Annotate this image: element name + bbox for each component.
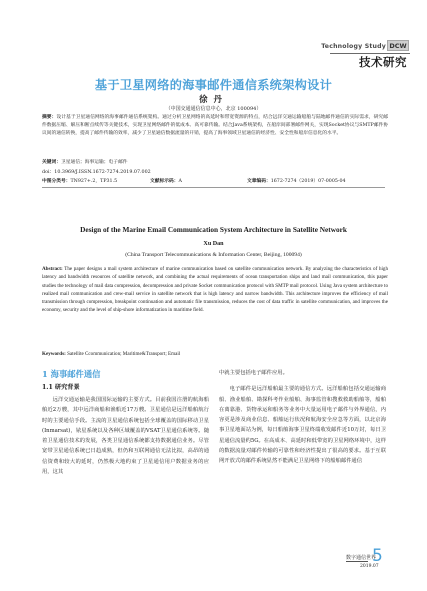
zh-paper-title: 基于卫星网络的海事邮件通信系统架构设计 <box>94 78 333 92</box>
class-number-value: TN927+.2，TP31.5 <box>70 179 118 184</box>
zh-abstract <box>42 114 388 138</box>
document-code-label: 文献标示码： <box>150 179 179 184</box>
en-keywords-label: Keywords: <box>42 351 66 357</box>
en-abstract-text: The paper designs a mail system architecture of marine communication based on satellite communication network. By analyzing the characteristics of high latency and bandwidth resources of satellite network, and combining the actual requirements of ocean transportation ships and land mail communication, this paper studies the technology of mail data compression, decompression and private Socket communication protocol with SMTP mail protocol. Using Java system architecture to realized mail communication and crew-mail service in satellite network that is high latency and narrow bandwidth. This architecture improves the efficiency of mail transmission through compression, breakpoint continuation and automatic file transmission, reduces the cost of data traffic in satellite communication, and improves the economy, security and the level of ship-shore informatization in maritime field. <box>42 266 389 314</box>
body-column-left <box>42 395 209 477</box>
body-paragraph: 远洋交通运输是我国国际运输的主要方式。目前我国注册的航海船舶近2万艘，其中远洋商船和渔船近17万艘。卫星通信是远洋船舶航行时的主要通信手段。主流的卫星通信系统包括全球覆盖的国际移动卫星(Inmarsat)，铱星系统以及各种区域覆盖的VSAT卫星通信系统等。随着卫星通信技术的发展，各类卫星通信系统都支持数据通信业务。尽管宽带卫星通信系统已日趋成熟，但仍和互联网通信无法比拟，高昂的通信资费和较大的延时，仍然极大地约束了卫星通信用户数据业务的应用，这其 <box>42 397 209 476</box>
subsection-heading: 1.1 研究背景 <box>42 384 80 391</box>
section-heading: 1 海事邮件通信 <box>42 369 101 379</box>
en-paper-title: Design of the Marine Email Communication System Architecture in Satellite Network <box>80 225 347 234</box>
footer-rule <box>346 561 368 562</box>
en-abstract <box>42 265 388 315</box>
class-number-label: 中图分类号： <box>42 179 71 184</box>
footer-date: 2019.07 <box>360 564 379 569</box>
en-abstract-label: Abstract: <box>42 266 63 272</box>
en-keywords-text: Satellite Ccommunication; Maritime&Transport; Email <box>67 351 181 357</box>
article-id-value: 1672-7274（2019）07-0005-04 <box>270 179 346 184</box>
zh-keywords <box>42 159 388 165</box>
journal-logo: DCW <box>387 40 409 51</box>
footer-journal-name: 数字通信世界 <box>346 555 377 561</box>
document-code-value: A <box>178 179 182 184</box>
zh-keywords-label: 关键词： <box>42 160 62 165</box>
zh-author: 徐丹 <box>199 94 228 104</box>
body-column-right <box>219 368 386 467</box>
article-id <box>247 178 346 184</box>
running-title: Technology Study <box>321 43 386 50</box>
zh-affiliation: （中国交通通信信息中心，北京 100094） <box>165 106 262 112</box>
en-author: Xu Dan <box>203 241 224 247</box>
page-number: 5 <box>372 546 383 566</box>
zh-abstract-label: 摘要： <box>42 115 57 120</box>
document-code <box>150 178 182 184</box>
article-id-label: 文章编码： <box>247 179 271 184</box>
body-paragraph-continued: 中就主要包括电子邮件应用。 <box>219 370 288 376</box>
class-number <box>42 178 117 184</box>
zh-abstract-text: 设计基于卫星通信网络的海事邮件通信系统架构。通过分析卫星网络的高延时和带宽资源的特点，结合远洋交通运输船舶与陆地邮件通信的实际需求，研究邮件数据压缩、解压和断点续传等关键技术，实现卫星网络邮件的低成本、高可靠传输。结合Java系统架构，在船岸间部署邮件网关，实现Socket协议与SMTP邮件协议间的通信转换，提高了邮件传输的效率，减少了卫星通信数据流量的开销，提高了海事领域卫星通信的经济性、安全性和船岸信息化的水平。 <box>42 115 388 137</box>
body-paragraph: 电子邮件是远洋船舶最主要的通信方式。远洋船舶包括交通运输商船、渔业船舶、勘探科考作业船舶、海事监管和搜救救助船舶等，船舶在离靠港、货物承运和船务等业务中大量运用电子邮件与外界通信，内容更是涉及商业信息、船舶运行状况和航海安全应急等方面，以北京海事卫星地面站为例，每日船舶海事卫星终端收发邮件近10万封，每日卫星通信流量约5G。在高成本、高延时和低带宽的卫星网络环境中，这样的数据流量对邮件传输的可靠性和经济性提出了很高的要求。基于互联网开放式的邮件系统显然不能满足卫星网络下的船舶邮件通信 <box>219 386 386 465</box>
doi-link[interactable]: doi：10.3969/J.ISSN.1672-7274.2019.07.002 <box>42 170 151 175</box>
en-affiliation: (China Transport Telecommunications & Information Center, Beijing, 100094) <box>125 252 302 258</box>
meta-divider <box>42 187 385 188</box>
zh-keywords-text: 卫星通信；海事运输；电子邮件 <box>61 160 128 165</box>
section-label: 技术研究 <box>359 55 407 69</box>
en-keywords <box>42 351 388 357</box>
